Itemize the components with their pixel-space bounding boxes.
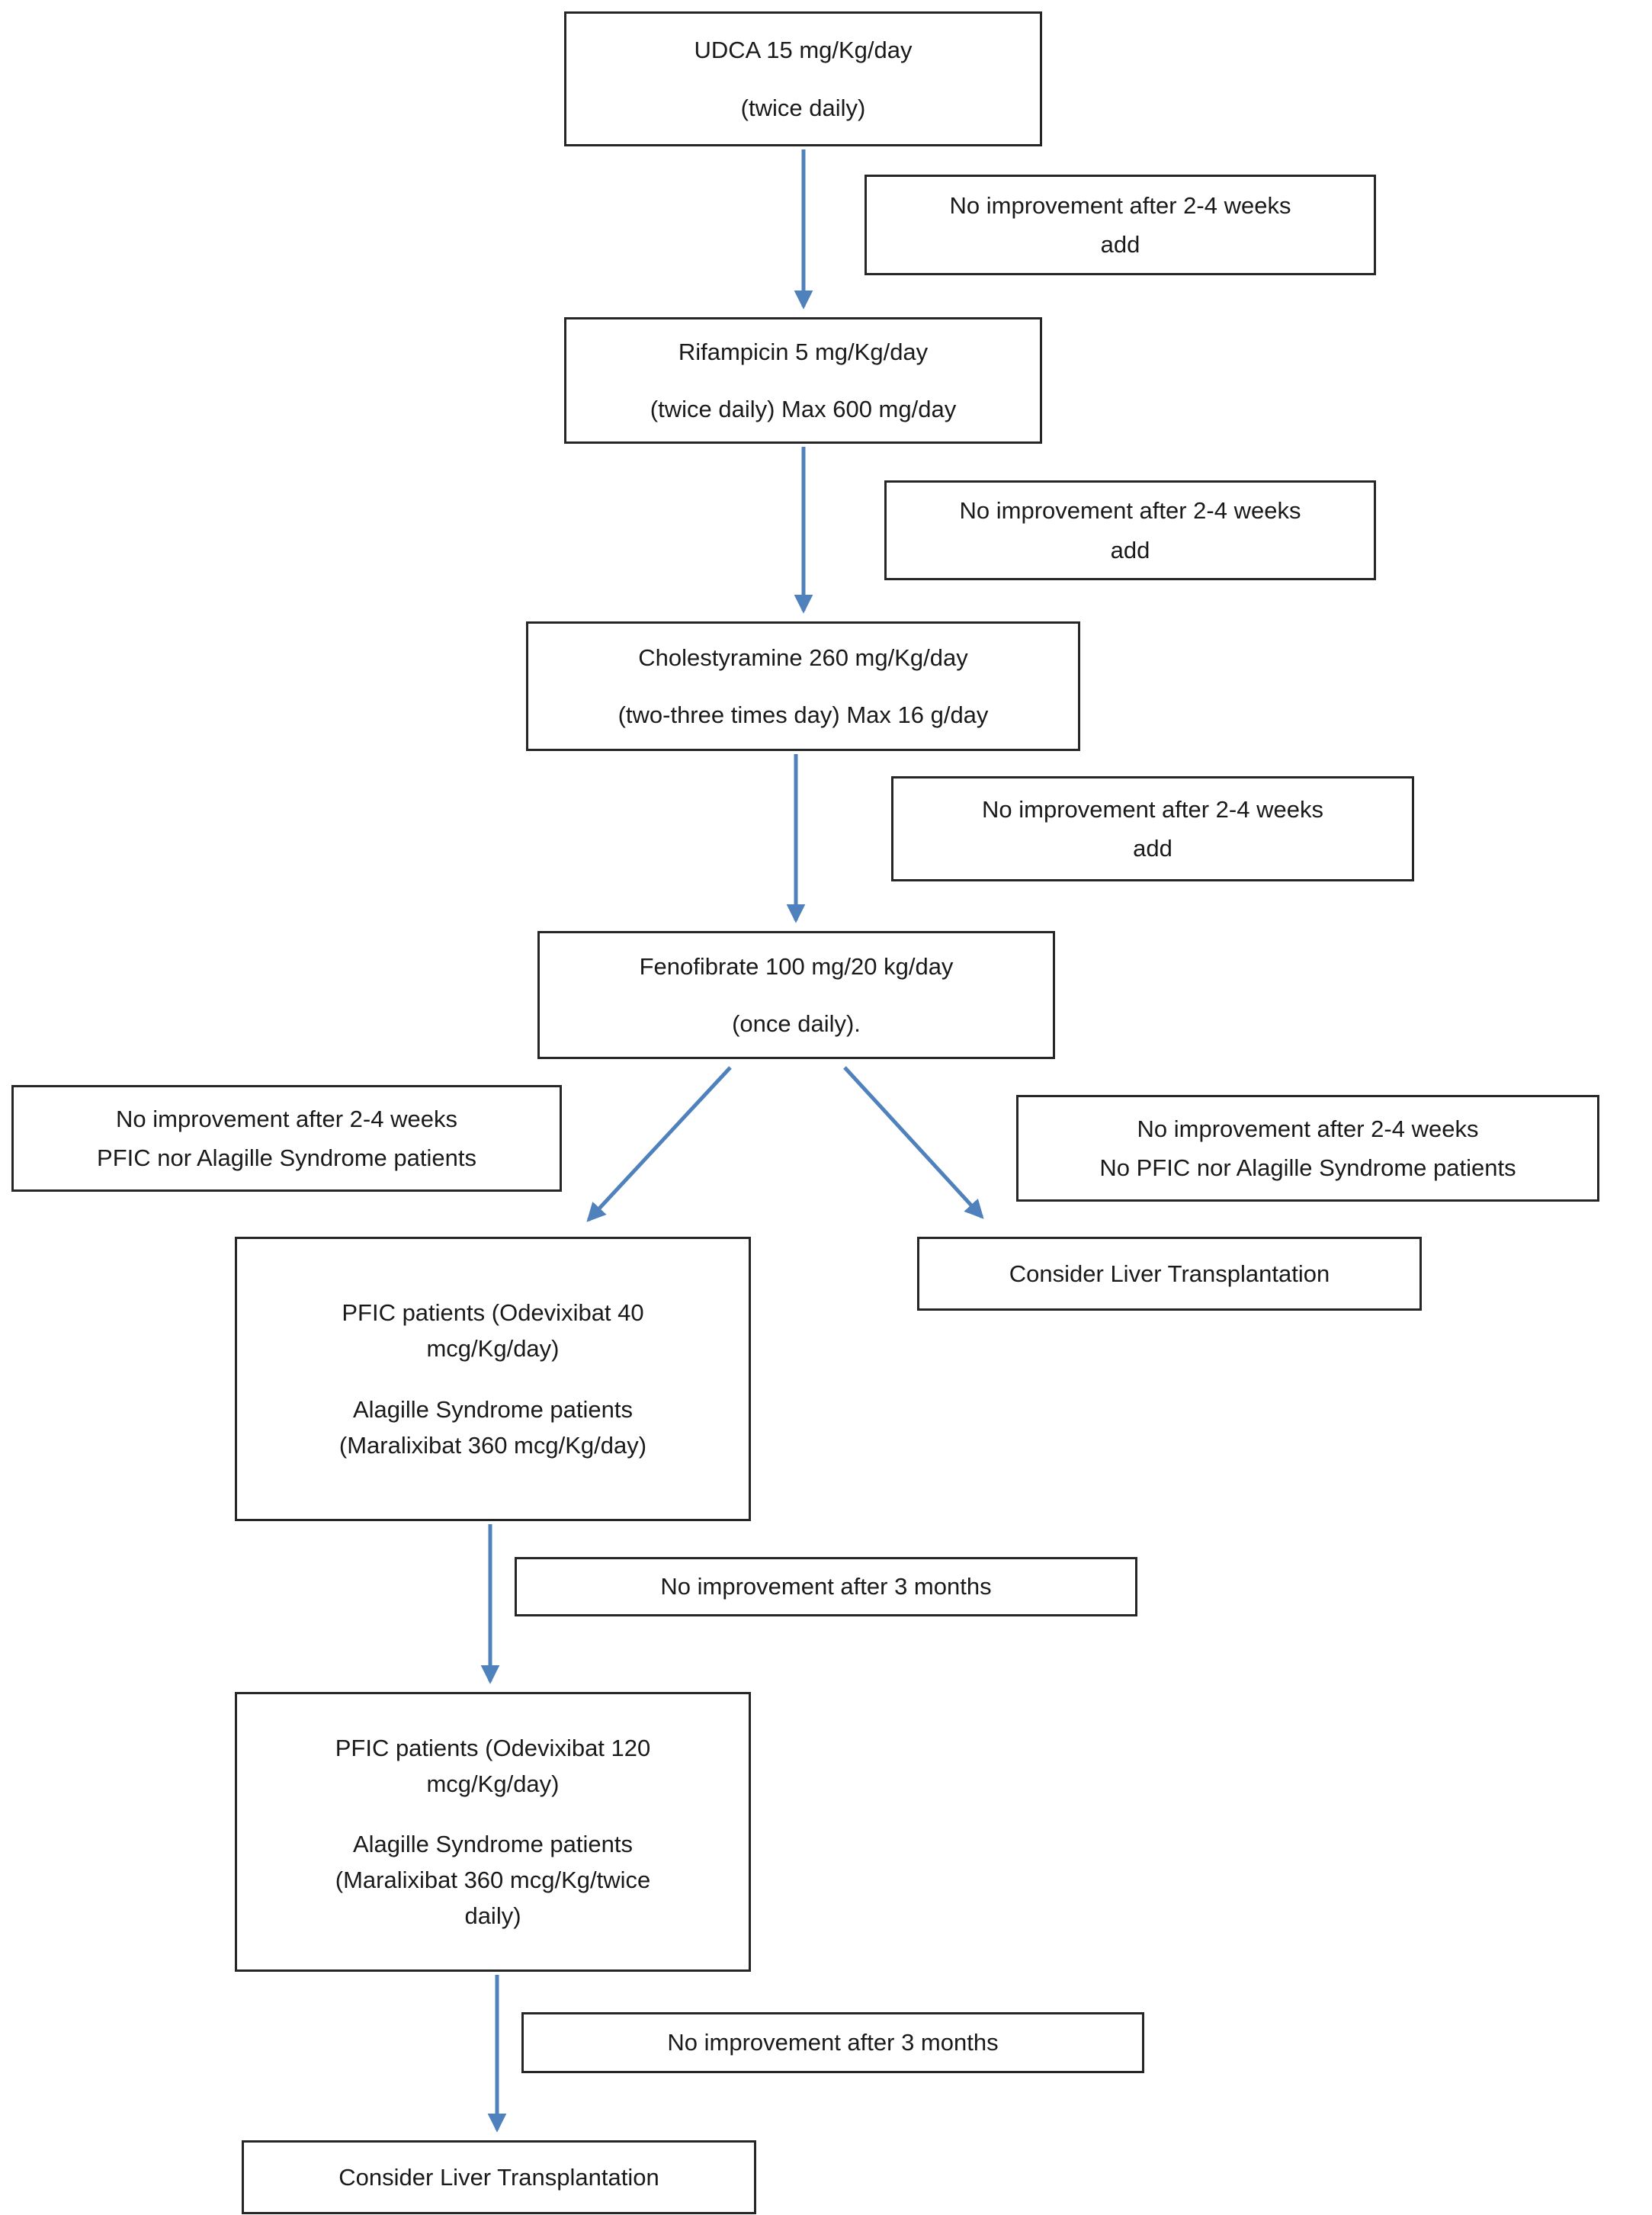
node-fenofibrate-line-2: (once daily). <box>732 1010 861 1037</box>
edge-label-after-cholestyramine-line-1: No improvement after 2-4 weeks <box>982 795 1323 823</box>
node-pfic-second-line-para1-line-1: PFIC patients (Odevixibat 120 <box>335 1734 651 1761</box>
node-rifampicin-line-1: Rifampicin 5 mg/Kg/day <box>678 338 929 365</box>
node-pfic-first-line-para-1 <box>342 1299 643 1363</box>
node-pfic-second-line <box>235 1692 751 1972</box>
arrow-fenofibrate-to-pfic-first-line <box>589 1067 730 1220</box>
edge-label-after-first-dose-line-1: No improvement after 3 months <box>660 1573 992 1600</box>
node-pfic-first-line-para1-line-1: PFIC patients (Odevixibat 40 <box>342 1299 644 1327</box>
node-rifampicin <box>564 317 1042 444</box>
node-fenofibrate <box>537 931 1055 1059</box>
node-udca-line-1: UDCA 15 mg/Kg/day <box>694 37 913 64</box>
node-pfic-first-line-para2-line-1: Alagille Syndrome patients <box>352 1395 634 1423</box>
edge-label-after-cholestyramine <box>891 776 1414 881</box>
edge-label-branch-pfic-alagille-line-1: No improvement after 2-4 weeks <box>116 1105 457 1132</box>
node-cholestyramine-line-1: Cholestyramine 260 mg/Kg/day <box>638 644 968 671</box>
node-pfic-first-line-para-2 <box>339 1395 646 1459</box>
edge-label-after-udca-line-1: No improvement after 2-4 weeks <box>949 191 1291 219</box>
edge-label-after-rifampicin-line-2: add <box>1110 536 1150 563</box>
node-udca-line-2: (twice daily) <box>740 94 866 121</box>
edge-label-branch-pfic-alagille <box>11 1085 562 1192</box>
node-consider-transplant-final-line-1: Consider Liver Transplantation <box>338 2163 659 2191</box>
edge-label-after-rifampicin-line-1: No improvement after 2-4 weeks <box>959 497 1301 525</box>
node-pfic-first-line-para2-line-2: (Maralixibat 360 mcg/Kg/day) <box>338 1431 647 1459</box>
edge-label-after-rifampicin <box>884 480 1376 580</box>
arrow-fenofibrate-to-transplant-branch <box>845 1067 982 1217</box>
node-pfic-second-line-para2-line-2: (Maralixibat 360 mcg/Kg/twice <box>335 1867 651 1894</box>
node-consider-transplant-final <box>242 2140 756 2214</box>
edge-label-after-udca-line-2: add <box>1100 231 1140 258</box>
node-pfic-second-line-para2-line-1: Alagille Syndrome patients <box>352 1830 634 1857</box>
node-pfic-second-line-para-1 <box>335 1734 651 1798</box>
edge-label-branch-no-pfic-alagille-line-2: No PFIC nor Alagille Syndrome patients <box>1099 1154 1516 1181</box>
node-pfic-second-line-para-2 <box>335 1830 651 1931</box>
edge-label-after-cholestyramine-line-2: add <box>1133 835 1172 862</box>
edge-label-after-first-dose <box>515 1557 1137 1616</box>
edge-label-after-second-dose <box>521 2012 1144 2073</box>
node-consider-transplant-branch-line-1: Consider Liver Transplantation <box>1009 1260 1330 1287</box>
edge-label-after-second-dose-line-1: No improvement after 3 months <box>667 2029 999 2056</box>
node-pfic-first-line-para1-line-2: mcg/Kg/day) <box>426 1335 560 1363</box>
node-pfic-second-line-para1-line-2: mcg/Kg/day) <box>426 1770 560 1797</box>
node-pfic-first-line <box>235 1237 751 1521</box>
node-rifampicin-line-2: (twice daily) Max 600 mg/day <box>650 396 957 422</box>
node-pfic-second-line-para2-line-3: daily) <box>464 1902 521 1930</box>
edge-label-branch-no-pfic-alagille-line-1: No improvement after 2-4 weeks <box>1137 1115 1479 1142</box>
edge-label-after-udca <box>864 175 1376 275</box>
node-fenofibrate-line-1: Fenofibrate 100 mg/20 kg/day <box>639 952 954 980</box>
edge-label-branch-pfic-alagille-line-2: PFIC nor Alagille Syndrome patients <box>97 1144 476 1171</box>
node-cholestyramine-line-2: (two-three times day) Max 16 g/day <box>617 701 989 728</box>
node-consider-transplant-branch <box>917 1237 1422 1311</box>
node-udca <box>564 11 1042 146</box>
node-cholestyramine <box>526 621 1080 751</box>
edge-label-branch-no-pfic-alagille <box>1016 1095 1599 1202</box>
